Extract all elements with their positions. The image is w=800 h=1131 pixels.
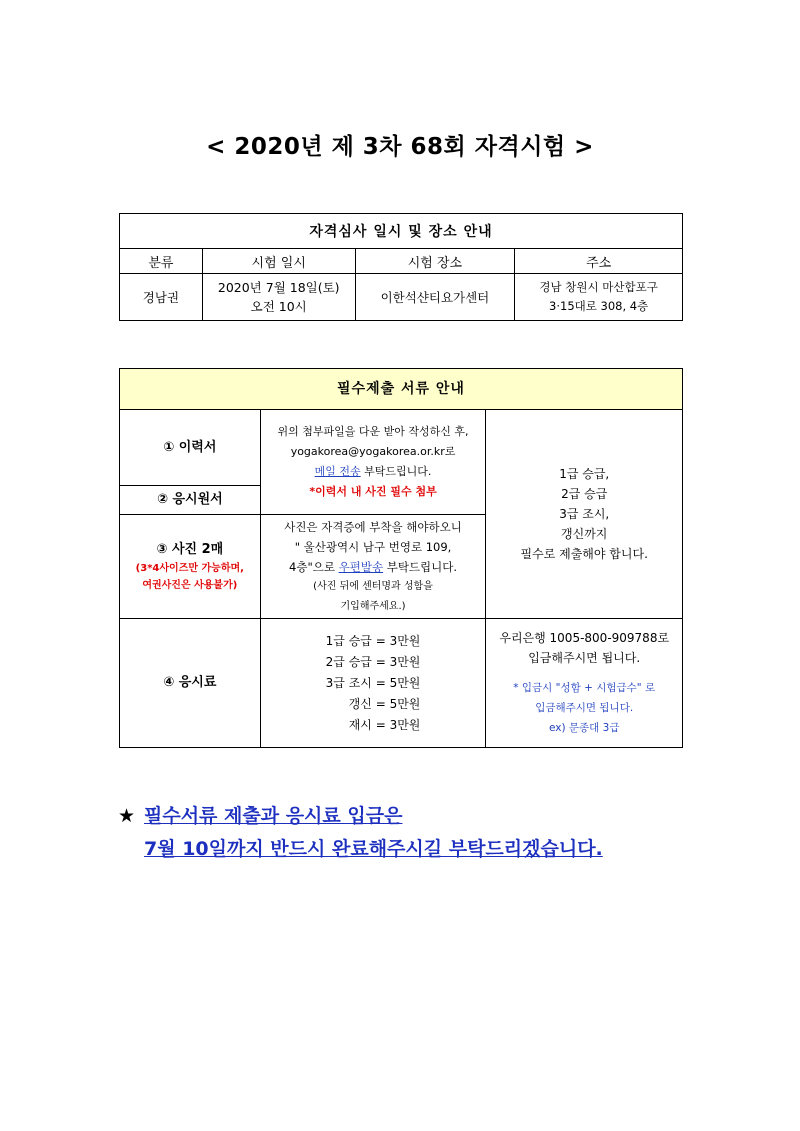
column-header: 분류 bbox=[120, 249, 203, 274]
address-cell bbox=[515, 274, 683, 321]
bank-instruction: 입금해주시면 됩니다. bbox=[528, 651, 641, 665]
desc-line bbox=[261, 462, 486, 482]
desc-line: 사진은 자격증에 부착을 해야하오니 bbox=[284, 519, 462, 534]
fee-list-cell bbox=[260, 619, 486, 748]
column-header: 시험 일시 bbox=[202, 249, 355, 274]
email-send-link[interactable]: 메일 전송 bbox=[314, 465, 361, 478]
photo-required-note: *이력서 내 사진 필수 첨부 bbox=[309, 485, 437, 498]
application-label: ② 응시원서 bbox=[120, 486, 261, 515]
desc-line: (사진 뒤에 센터명과 성함을 bbox=[313, 580, 433, 592]
photo-passport-note: 여권사진은 사용불가) bbox=[142, 579, 238, 591]
deadline-notice bbox=[118, 800, 758, 866]
photo-size-note: (3*4사이즈만 가능하며, bbox=[135, 562, 244, 574]
photo-description bbox=[260, 515, 486, 619]
schedule-table bbox=[119, 213, 683, 321]
address-line: 3·15대로 308, 4층 bbox=[549, 299, 649, 313]
desc-line: 기입해주세요.) bbox=[340, 600, 406, 612]
page-title: < 2020년 제 3차 68회 자격시험 > bbox=[206, 134, 594, 160]
place-cell: 이한석샨티요가센터 bbox=[355, 274, 515, 321]
requirement-line: 3급 조시, bbox=[559, 507, 610, 521]
resume-label: ① 이력서 bbox=[120, 410, 261, 486]
desc-text: 부탁드립니다. bbox=[383, 559, 458, 574]
bank-account: 우리은행 1005-800-909788로 bbox=[499, 631, 670, 645]
fee-item: 재시 = 3만원 bbox=[348, 717, 421, 732]
email-address: yogakorea@yogakorea.or.kr로 bbox=[290, 445, 456, 458]
notice-line: 7월 10일까지 반드시 완료해주시길 부탁드리겠습니다. bbox=[144, 838, 603, 860]
column-header: 주소 bbox=[515, 249, 683, 274]
requirement-cell bbox=[486, 410, 683, 619]
date-cell bbox=[202, 274, 355, 321]
post-send-link[interactable]: 우편발송 bbox=[338, 559, 384, 574]
column-header: 시험 장소 bbox=[355, 249, 515, 274]
documents-heading: 필수제출 서류 안내 bbox=[120, 369, 683, 410]
bank-note: * 입금시 "성함 + 시험급수" 로 bbox=[513, 682, 656, 694]
desc-text: 부탁드립니다. bbox=[360, 465, 432, 478]
category-cell: 경남권 bbox=[120, 274, 203, 321]
date-line: 2020년 7월 18일(토) bbox=[217, 280, 340, 295]
fee-item: 3급 조시 = 5만원 bbox=[325, 675, 421, 690]
notice-line: 필수서류 제출과 응시료 입금은 bbox=[144, 805, 403, 827]
desc-line: 위의 첨부파일을 다운 받아 작성하신 후, bbox=[277, 425, 469, 438]
desc-line: " 울산광역시 남구 번영로 109, bbox=[294, 539, 452, 554]
desc-text: 4층"으로 bbox=[289, 559, 339, 574]
fee-label: ④ 응시료 bbox=[120, 619, 261, 748]
bank-note: 입금해주시면 됩니다. bbox=[535, 702, 634, 714]
star-icon: ★ bbox=[118, 805, 136, 827]
requirement-line: 필수로 제출해야 합니다. bbox=[520, 547, 648, 561]
fee-item: 1급 승급 = 3만원 bbox=[325, 633, 421, 648]
bank-cell bbox=[486, 619, 683, 748]
address-line: 경남 창원시 마산합포구 bbox=[539, 280, 658, 294]
table-row bbox=[120, 274, 683, 321]
time-line: 오전 10시 bbox=[250, 299, 307, 314]
fee-item: 2급 승급 = 3만원 bbox=[325, 654, 421, 669]
photo-label: ③ 사진 2매 bbox=[156, 541, 224, 557]
desc-line bbox=[261, 557, 486, 577]
requirement-line: 2급 승급 bbox=[561, 487, 608, 501]
schedule-heading: 자격심사 일시 및 장소 안내 bbox=[120, 214, 683, 249]
fee-item: 갱신 = 5만원 bbox=[348, 696, 421, 711]
resume-description bbox=[260, 410, 486, 515]
requirement-line: 갱신까지 bbox=[561, 527, 608, 541]
photo-cell bbox=[120, 515, 261, 619]
bank-example: ex) 문종대 3급 bbox=[548, 722, 620, 734]
fee-list bbox=[326, 631, 421, 736]
requirement-line: 1급 승급, bbox=[559, 467, 610, 481]
documents-table bbox=[119, 368, 683, 748]
